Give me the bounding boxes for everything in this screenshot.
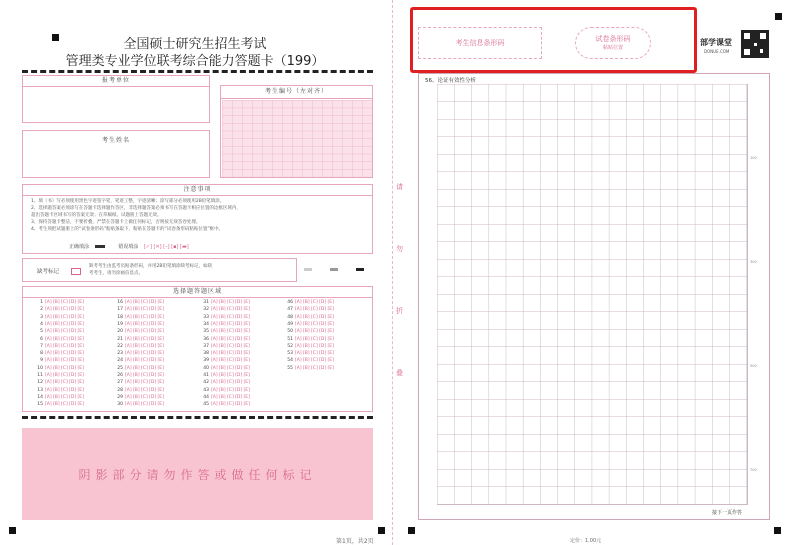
exam-number-grid[interactable] (222, 100, 372, 177)
choice-number: 42 (203, 380, 209, 386)
choice-number: 5 (40, 329, 43, 335)
choice-row[interactable] (35, 358, 84, 363)
choice-options[interactable]: [A] [B] [C] [D] [E] (125, 358, 164, 364)
wrong-fill-samples: [✓] [✕] [–] [▪] [▬] (143, 244, 189, 250)
candidate-name-label: 考生姓名 (101, 137, 130, 144)
choice-row[interactable] (201, 388, 250, 393)
choice-number: 3 (40, 314, 43, 320)
choice-number: 7 (40, 343, 43, 349)
choice-title: 选择题答题区域 (23, 287, 372, 298)
choice-options[interactable]: [A] [B] [C] [D] [E] (211, 321, 250, 327)
choice-row[interactable] (35, 388, 84, 393)
correct-fill-sample (95, 245, 105, 248)
choice-options[interactable]: [A] [B] [C] [D] [E] (125, 321, 164, 327)
corner-marker (775, 13, 782, 20)
choice-options[interactable]: [A] [B] [C] [D] [E] (295, 336, 334, 342)
choice-row[interactable] (285, 300, 334, 305)
choice-options[interactable]: [A] [B] [C] [D] [E] (211, 300, 250, 305)
choice-options[interactable]: [A] [B] [C] [D] [E] (45, 329, 84, 335)
choice-options[interactable]: [A] [B] [C] [D] [E] (45, 336, 84, 342)
choice-number: 35 (203, 329, 209, 335)
choice-number: 46 (287, 300, 293, 305)
choice-row[interactable] (285, 358, 334, 363)
choice-options[interactable]: [A] [B] [C] [D] [E] (125, 394, 164, 400)
choice-options[interactable]: [A] [B] [C] [D] [E] (125, 387, 164, 393)
gray-marker (330, 268, 338, 271)
choice-options[interactable]: [A] [B] [C] [D] [E] (211, 380, 250, 386)
margin-mark: 700 (750, 468, 757, 472)
corner-marker (9, 527, 16, 534)
fold-warning-char: 折 (396, 307, 403, 315)
choice-row[interactable] (115, 373, 164, 378)
choice-row[interactable] (285, 366, 334, 371)
choice-row[interactable] (285, 322, 334, 327)
brand-sub: DONUE.COM (704, 49, 730, 54)
margin-mark: 100 (750, 156, 757, 160)
question-label: 56、论证有效性分析 (425, 78, 476, 84)
choice-number: 52 (287, 343, 293, 349)
note-line: 2、选择题答案必须涂写在答题卡选择题作答区，非选择题答案必须书写在答题卡相应位置的边框区域内， (31, 206, 241, 211)
choice-number: 10 (37, 365, 43, 371)
choice-row[interactable] (115, 358, 164, 363)
choice-options[interactable]: [A] [B] [C] [D] [E] (45, 402, 84, 408)
choice-row[interactable] (285, 307, 334, 312)
dashed-separator (22, 416, 373, 419)
choice-number: 45 (203, 402, 209, 408)
choice-number: 53 (287, 351, 293, 357)
brand-text: 部学课堂 (700, 38, 732, 47)
choice-options[interactable]: [A] [B] [C] [D] [E] (211, 373, 250, 378)
margin-mark: 500 (750, 364, 757, 368)
choice-number: 32 (203, 307, 209, 313)
choice-row[interactable] (201, 322, 250, 327)
fold-warning-char: 勿 (396, 245, 403, 253)
choice-options[interactable]: [A] [B] [C] [D] [E] (45, 343, 84, 349)
choice-row[interactable] (35, 351, 84, 356)
black-marker (356, 268, 364, 271)
choice-options[interactable]: [A] [B] [C] [D] [E] (295, 358, 334, 364)
page-number: 第1页，共2页 (336, 538, 374, 545)
choice-row[interactable] (201, 358, 250, 363)
note-line: 4、考生须把试题册上的“试卷条形码”粘贴条取下，粘贴在答题卡的“试卷条形码粘贴位置”框中。 (31, 227, 224, 232)
choice-row[interactable] (35, 300, 84, 305)
exam-number-label: 考生编号（左对齐） (221, 86, 372, 99)
choice-options[interactable]: [A] [B] [C] [D] [E] (125, 307, 164, 313)
choice-row[interactable] (201, 315, 250, 320)
choice-row[interactable] (201, 395, 250, 400)
absent-mark-checkbox[interactable] (71, 268, 81, 275)
choice-number: 2 (40, 307, 43, 313)
choice-number: 24 (117, 358, 123, 364)
choice-options[interactable]: [A] [B] [C] [D] [E] (211, 387, 250, 393)
correct-fill-label: 正确填涂 (69, 244, 90, 250)
choice-row[interactable] (35, 373, 84, 378)
choice-row[interactable] (115, 344, 164, 349)
price-label: 定价：1.00元 (570, 538, 602, 544)
exam-unit-box[interactable] (22, 75, 210, 123)
choice-row[interactable] (115, 366, 164, 371)
choice-options[interactable]: [A] [B] [C] [D] [E] (211, 402, 250, 408)
choice-row[interactable] (35, 402, 84, 407)
choice-number: 17 (117, 307, 123, 313)
choice-row[interactable] (35, 395, 84, 400)
choice-number: 18 (117, 314, 123, 320)
qr-code-icon (741, 30, 769, 58)
choice-number: 27 (117, 380, 123, 386)
choice-number: 4 (40, 321, 43, 327)
choice-row[interactable] (201, 300, 250, 305)
choice-options[interactable]: [A] [B] [C] [D] [E] (295, 351, 334, 357)
choice-options[interactable]: [A] [B] [C] [D] [E] (211, 314, 250, 320)
sheet-title: 全国硕士研究生招生考试 (123, 37, 267, 52)
choice-row[interactable] (201, 337, 250, 342)
choice-row[interactable] (35, 322, 84, 327)
choice-options[interactable]: [A] [B] [C] [D] [E] (125, 351, 164, 357)
choice-options[interactable]: [A] [B] [C] [D] [E] (125, 373, 164, 378)
answer-writing-grid[interactable] (437, 84, 748, 505)
choice-row[interactable] (115, 402, 164, 407)
notes-title: 注意事项 (23, 185, 372, 196)
choice-number: 34 (203, 321, 209, 327)
dashed-separator (22, 70, 373, 73)
fold-warning-char: 请 (396, 183, 403, 191)
choice-number: 43 (203, 387, 209, 393)
choice-row[interactable] (285, 329, 334, 334)
choice-row[interactable] (115, 307, 164, 312)
choice-options[interactable]: [A] [B] [C] [D] [E] (295, 343, 334, 349)
choice-row[interactable] (35, 344, 84, 349)
corner-marker (378, 527, 385, 534)
corner-marker (408, 527, 415, 534)
choice-number: 8 (40, 351, 43, 357)
margin-mark: 300 (750, 260, 757, 264)
choice-number: 25 (117, 365, 123, 371)
gray-marker (304, 268, 312, 271)
choice-options[interactable]: [A] [B] [C] [D] [E] (295, 321, 334, 327)
choice-options[interactable]: [A] [B] [C] [D] [E] (295, 314, 334, 320)
choice-number: 55 (287, 365, 293, 371)
choice-options[interactable]: [A] [B] [C] [D] [E] (125, 314, 164, 320)
choice-row[interactable] (115, 315, 164, 320)
choice-number: 9 (40, 358, 43, 364)
fold-line (392, 0, 393, 545)
sheet-subtitle: 管理类专业学位联考综合能力答题卡（199） (65, 54, 325, 69)
choice-number: 39 (203, 358, 209, 364)
choice-row[interactable] (115, 322, 164, 327)
note-line: 3、保持答题卡整洁，不要折叠，严禁在答题卡上做任何标记，否则按无效答卷处理。 (31, 220, 201, 225)
choice-number: 19 (117, 321, 123, 327)
choice-options[interactable]: [A] [B] [C] [D] [E] (45, 321, 84, 327)
choice-options[interactable]: [A] [B] [C] [D] [E] (295, 329, 334, 335)
choice-options[interactable]: [A] [B] [C] [D] [E] (125, 402, 164, 408)
exam-number-box[interactable] (220, 85, 373, 178)
choice-row[interactable] (201, 366, 250, 371)
choice-row[interactable] (201, 351, 250, 356)
choice-options[interactable]: [A] [B] [C] [D] [E] (211, 365, 250, 371)
barcode-test-sub: 粘贴位置 (602, 45, 623, 51)
barcode-test-label: 试卷条形码 (595, 35, 631, 43)
choice-options[interactable]: [A] [B] [C] [D] [E] (45, 351, 84, 357)
choice-options[interactable]: [A] [B] [C] [D] [E] (45, 307, 84, 313)
choice-options[interactable]: [A] [B] [C] [D] [E] (125, 329, 164, 335)
choice-row[interactable] (201, 344, 250, 349)
choice-row[interactable] (35, 366, 84, 371)
choice-number: 44 (203, 394, 209, 400)
choice-number: 16 (117, 300, 123, 305)
choice-options[interactable]: [A] [B] [C] [D] [E] (45, 394, 84, 400)
choice-options[interactable]: [A] [B] [C] [D] [E] (211, 394, 250, 400)
choice-row[interactable] (115, 351, 164, 356)
choice-options[interactable]: [A] [B] [C] [D] [E] (125, 343, 164, 349)
choice-number: 28 (117, 387, 123, 393)
choice-number: 31 (203, 300, 209, 305)
choice-options[interactable]: [A] [B] [C] [D] [E] (211, 351, 250, 357)
choice-options[interactable]: [A] [B] [C] [D] [E] (211, 358, 250, 364)
choice-options[interactable]: [A] [B] [C] [D] [E] (45, 380, 84, 386)
choice-number: 51 (287, 336, 293, 342)
choice-number: 20 (117, 329, 123, 335)
choice-row[interactable] (35, 307, 84, 312)
absent-note: 缺考考生由监考员贴条形码，并用2B铅笔填涂缺考标记，如缺 考考生，请勿涂画信息点。 (89, 264, 212, 276)
wrong-fill-label: 错误填涂 (118, 244, 139, 250)
choice-number: 33 (203, 314, 209, 320)
choice-number: 54 (287, 358, 293, 364)
choice-number: 11 (37, 373, 43, 378)
choice-row[interactable] (115, 380, 164, 385)
choice-row[interactable] (115, 337, 164, 342)
choice-options[interactable]: [A] [B] [C] [D] [E] (45, 387, 84, 393)
absent-mark-label: 缺考标记 (37, 269, 60, 275)
choice-number: 26 (117, 373, 123, 378)
highlight-box (410, 7, 697, 73)
choice-options[interactable]: [A] [B] [C] [D] [E] (211, 307, 250, 313)
choice-options[interactable]: [A] [B] [C] [D] [E] (295, 365, 334, 371)
notes-box (22, 184, 373, 254)
choice-row[interactable] (201, 373, 250, 378)
choice-row[interactable] (115, 388, 164, 393)
choice-options[interactable]: [A] [B] [C] [D] [E] (125, 336, 164, 342)
choice-number: 29 (117, 394, 123, 400)
choice-row[interactable] (285, 337, 334, 342)
choice-options[interactable]: [A] [B] [C] [D] [E] (45, 314, 84, 320)
choice-options[interactable]: [A] [B] [C] [D] [E] (211, 329, 250, 335)
note-line: 超出答题卡区域书写的答案无效；在草稿纸、试题册上答题无效。 (31, 213, 162, 218)
choice-row[interactable] (201, 402, 250, 407)
choice-number: 13 (37, 387, 43, 393)
exam-unit-label: 报考单位 (23, 76, 209, 87)
choice-number: 36 (203, 336, 209, 342)
candidate-name-box[interactable] (22, 130, 210, 178)
choice-options[interactable]: [A] [B] [C] [D] [E] (295, 307, 334, 313)
note-line: 1、填（书）写必须使用黑色字迹签字笔，笔迹工整，字迹清晰；涂写部分必须使用2B铅笔填涂。 (31, 199, 225, 204)
choice-options[interactable]: [A] [B] [C] [D] [E] (45, 365, 84, 371)
choice-number: 40 (203, 365, 209, 371)
choice-number: 48 (287, 314, 293, 320)
choice-row[interactable] (285, 315, 334, 320)
choice-row[interactable] (35, 329, 84, 334)
choice-row[interactable] (115, 300, 164, 305)
choice-row[interactable] (201, 329, 250, 334)
choice-options[interactable]: [A] [B] [C] [D] [E] (45, 300, 84, 305)
corner-marker (52, 34, 59, 41)
choice-number: 49 (287, 321, 293, 327)
choice-options[interactable]: [A] [B] [C] [D] [E] (211, 336, 250, 342)
choice-row[interactable] (35, 337, 84, 342)
choice-row[interactable] (285, 351, 334, 356)
choice-number: 30 (117, 402, 123, 408)
fold-warning-char: 叠 (396, 369, 403, 377)
choice-options[interactable]: [A] [B] [C] [D] [E] (45, 358, 84, 364)
choice-options[interactable]: [A] [B] [C] [D] [E] (125, 380, 164, 386)
choice-row[interactable] (115, 395, 164, 400)
choice-row[interactable] (115, 329, 164, 334)
choice-number: 41 (203, 373, 209, 378)
choice-number: 47 (287, 307, 293, 313)
choice-number: 15 (37, 402, 43, 408)
choice-options[interactable]: [A] [B] [C] [D] [E] (45, 373, 84, 378)
choice-row[interactable] (201, 307, 250, 312)
choice-options[interactable]: [A] [B] [C] [D] [E] (211, 343, 250, 349)
choice-options[interactable]: [A] [B] [C] [D] [E] (125, 365, 164, 371)
choice-row[interactable] (285, 344, 334, 349)
choice-options[interactable]: [A] [B] [C] [D] [E] (295, 300, 334, 305)
choice-number: 50 (287, 329, 293, 335)
choice-number: 12 (37, 380, 43, 386)
continue-label: 接下一页作答 (712, 510, 743, 516)
choice-number: 14 (37, 394, 43, 400)
absent-mark-box (22, 258, 297, 282)
choice-number: 1 (40, 300, 43, 305)
choice-row[interactable] (35, 380, 84, 385)
barcode-candidate-label: 考生信息条形码 (455, 39, 505, 47)
corner-marker (774, 527, 781, 534)
choice-row[interactable] (35, 315, 84, 320)
choice-row[interactable] (201, 380, 250, 385)
choice-number: 38 (203, 351, 209, 357)
choice-number: 6 (40, 336, 43, 342)
choice-number: 21 (117, 336, 123, 342)
choice-number: 23 (117, 351, 123, 357)
choice-number: 37 (203, 343, 209, 349)
choice-number: 22 (117, 343, 123, 349)
choice-options[interactable]: [A] [B] [C] [D] [E] (125, 300, 164, 305)
shadow-text: 阴影部分请勿作答或做任何标记 (78, 468, 317, 482)
